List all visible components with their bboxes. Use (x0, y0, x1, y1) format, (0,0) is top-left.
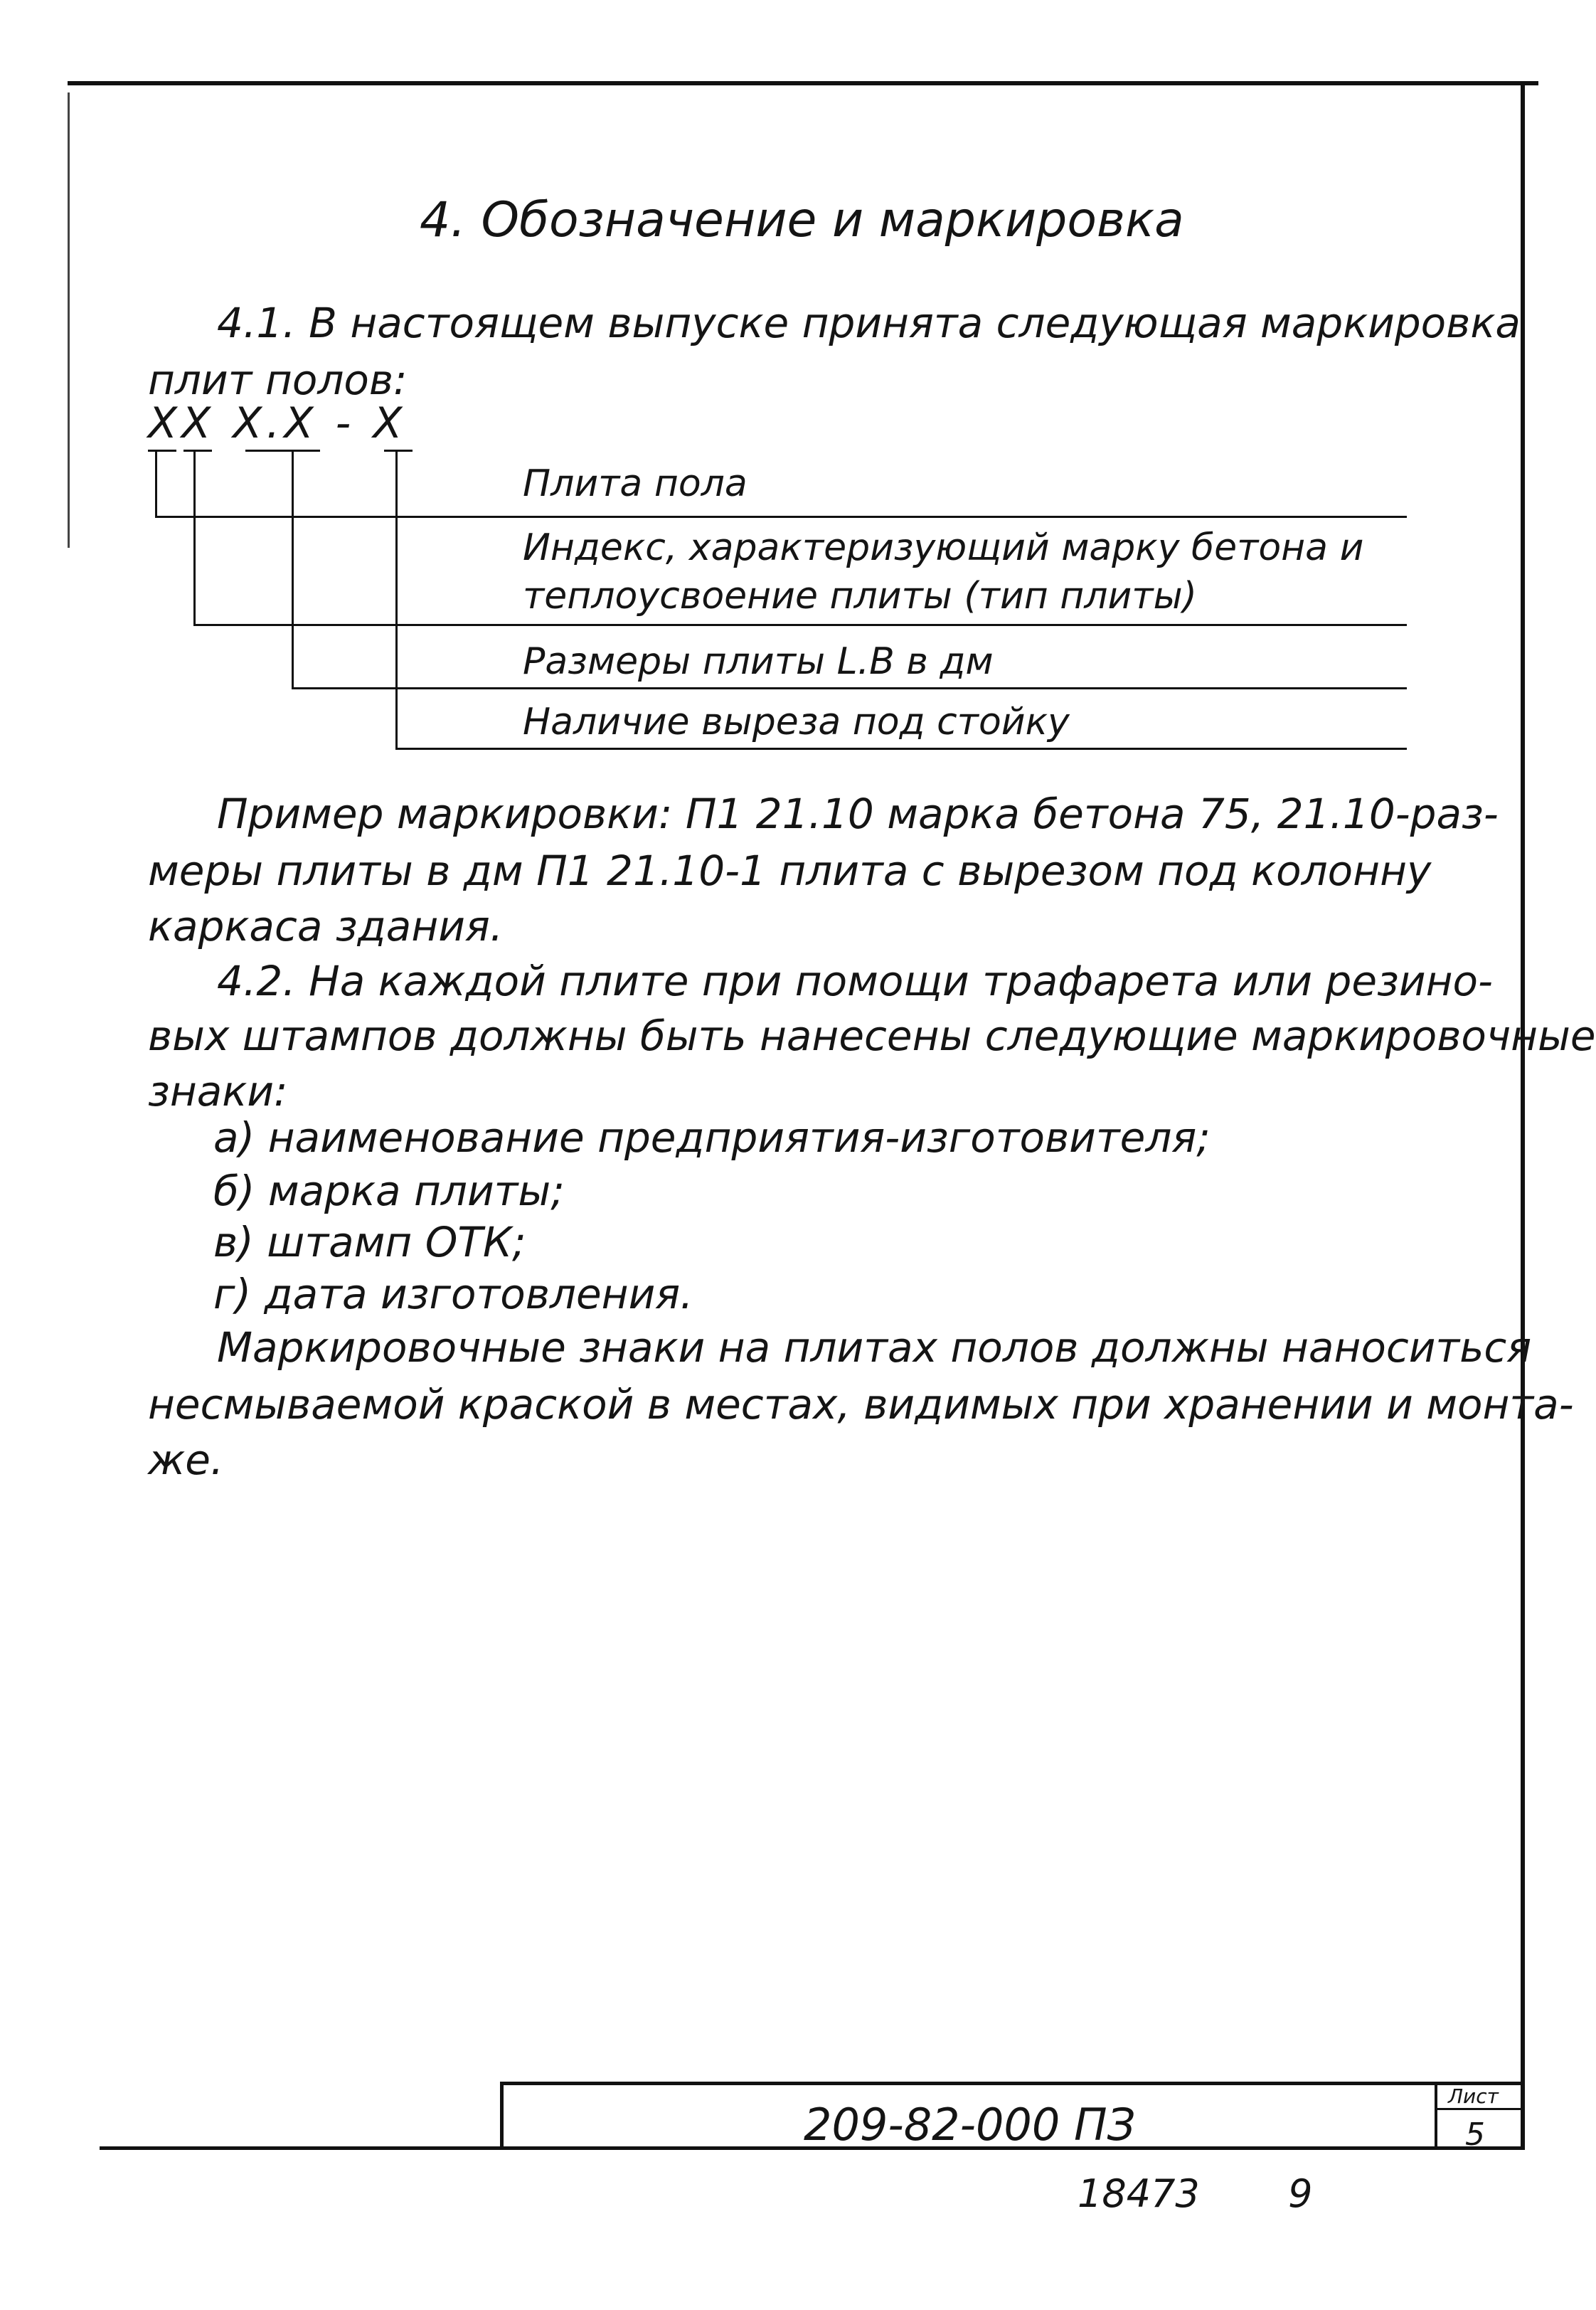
titleblock-sheet-line (1435, 2108, 1525, 2110)
code-leader-1 (155, 451, 157, 518)
list-item-b: б) марка плиты; (213, 1167, 565, 1215)
para-4-2-line2: вых штампов должны быть нанесены следующие маркировочные (148, 1012, 1596, 1060)
marking-code: ХХ Х.Х - Х (148, 398, 407, 448)
legend-line-2 (193, 624, 1407, 626)
copy-number: 9 (1288, 2171, 1313, 2216)
legend-index-line2: теплоусвоение плиты (тип плиты) (523, 575, 1197, 618)
frame-top-border (68, 81, 1538, 85)
code-leader-4 (395, 451, 398, 750)
para-4-2-line3: знаки: (148, 1067, 288, 1116)
example-line1: Пример маркировки: П1 21.10 марка бетона 75, 21.10-раз- (217, 790, 1499, 838)
list-item-d: г) дата изготовления. (213, 1270, 693, 1318)
code-underline-4 (384, 450, 413, 452)
code-underline-1 (148, 450, 176, 452)
example-line3: каркаса здания. (148, 902, 504, 950)
sheet-label: Лист (1448, 2084, 1499, 2108)
legend-sizes: Размеры плиты L.B в дм (523, 640, 994, 683)
list-item-a: а) наименование предприятия-изготовителя; (213, 1113, 1211, 1162)
legend-line-4 (395, 748, 1407, 750)
titleblock-left-border (500, 2082, 504, 2149)
code-underline-3 (245, 450, 320, 452)
titleblock-top-border (502, 2082, 1525, 2085)
final-line3: же. (148, 1436, 224, 1484)
section-title: 4. Обозначение и маркировка (420, 192, 1184, 248)
titleblock-sheet-divider (1435, 2082, 1437, 2149)
footer-inventory (1078, 2171, 1313, 2216)
legend-line-3 (292, 687, 1407, 689)
para-4-1-line2: плит полов: (148, 356, 408, 404)
inventory-number: 18473 (1078, 2171, 1200, 2216)
list-item-c: в) штамп ОТК; (213, 1218, 526, 1266)
frame-right-border (1521, 81, 1525, 2148)
code-leader-2 (193, 451, 196, 626)
sheet-number: 5 (1465, 2116, 1485, 2153)
para-4-2-line1: 4.2. На каждой плите при помощи трафарета или резино- (217, 957, 1493, 1005)
legend-plate: Плита пола (523, 462, 748, 505)
document-code: 209-82-000 ПЗ (804, 2099, 1136, 2151)
code-underline-2 (183, 450, 212, 452)
frame-left-border (68, 92, 70, 548)
legend-index-line1: Индекс, характеризующий марку бетона и (523, 526, 1364, 569)
final-line2: несмываемой краской в местах, видимых при хранении и монта- (148, 1380, 1574, 1429)
para-4-1-line1: 4.1. В настоящем выпуске принята следующая маркировка (217, 299, 1521, 347)
code-leader-3 (292, 451, 294, 689)
example-line2: меры плиты в дм П1 21.10-1 плита с вырезом под колонну (148, 847, 1432, 895)
legend-cutout: Наличие выреза под стойку (523, 701, 1070, 743)
final-line1: Маркировочные знаки на плитах полов должны наноситься (217, 1323, 1532, 1372)
legend-line-1 (155, 516, 1407, 518)
